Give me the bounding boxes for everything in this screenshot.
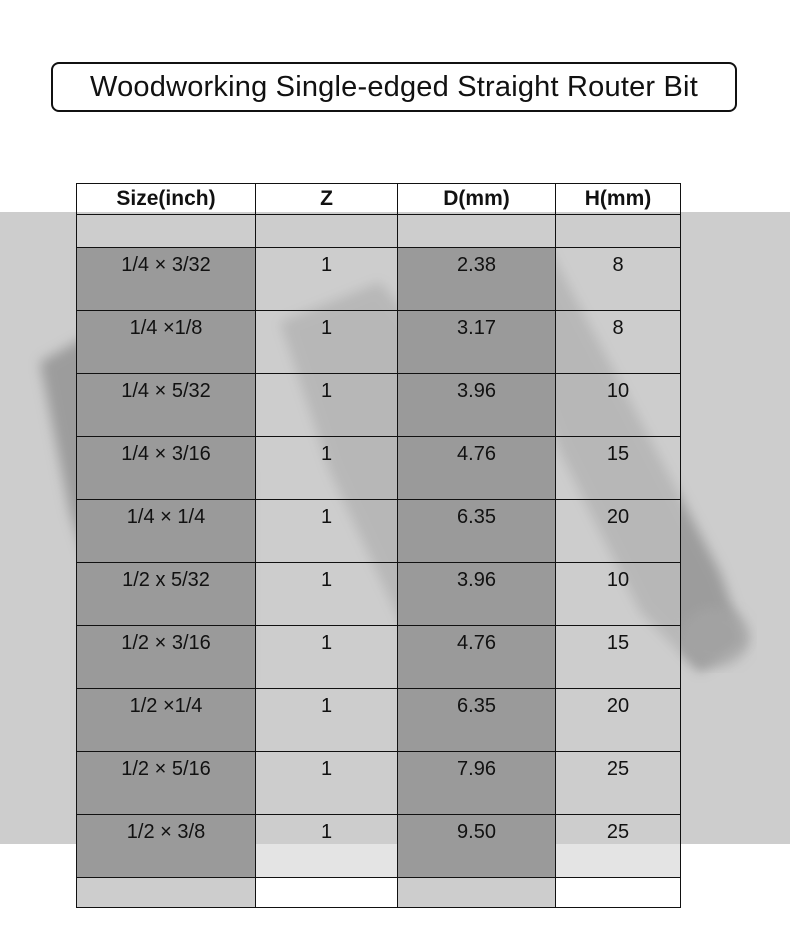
header-z: Z: [256, 184, 398, 215]
spacer-cell: [556, 878, 681, 908]
size-cell: 1/2 x 5/32: [77, 563, 256, 626]
d-cell: 9.50: [398, 815, 556, 878]
z-cell: 1: [256, 500, 398, 563]
size-cell: 1/2 × 3/16: [77, 626, 256, 689]
z-cell: 1: [256, 311, 398, 374]
z-cell: 1: [256, 689, 398, 752]
header-d: D(mm): [398, 184, 556, 215]
h-cell: 20: [556, 500, 681, 563]
d-cell: 4.76: [398, 626, 556, 689]
table-row: [77, 311, 681, 374]
spacer-cell: [398, 878, 556, 908]
size-cell: 1/4 × 3/32: [77, 248, 256, 311]
d-cell: 6.35: [398, 500, 556, 563]
size-cell: 1/4 ×1/8: [77, 311, 256, 374]
table-row: [77, 563, 681, 626]
table-spacer-row: [77, 215, 681, 248]
table-header-row: [77, 184, 681, 215]
size-cell: 1/4 × 5/32: [77, 374, 256, 437]
spacer-cell: [256, 878, 398, 908]
size-cell: 1/4 × 3/16: [77, 437, 256, 500]
table-row: [77, 626, 681, 689]
spacer-cell: [77, 215, 256, 248]
spacer-cell: [398, 215, 556, 248]
d-cell: 3.96: [398, 374, 556, 437]
z-cell: 1: [256, 563, 398, 626]
router-bit-spec-table: [76, 183, 681, 908]
header-h: H(mm): [556, 184, 681, 215]
h-cell: 8: [556, 248, 681, 311]
z-cell: 1: [256, 626, 398, 689]
size-cell: 1/2 × 5/16: [77, 752, 256, 815]
table-row: [77, 815, 681, 878]
z-cell: 1: [256, 248, 398, 311]
spacer-cell: [256, 215, 398, 248]
size-cell: 1/2 ×1/4: [77, 689, 256, 752]
d-cell: 4.76: [398, 437, 556, 500]
z-cell: 1: [256, 815, 398, 878]
size-cell: 1/4 × 1/4: [77, 500, 256, 563]
z-cell: 1: [256, 374, 398, 437]
page-title: Woodworking Single-edged Straight Router Bit: [51, 62, 737, 112]
h-cell: 10: [556, 374, 681, 437]
d-cell: 3.17: [398, 311, 556, 374]
d-cell: 2.38: [398, 248, 556, 311]
h-cell: 20: [556, 689, 681, 752]
spacer-cell: [77, 878, 256, 908]
h-cell: 25: [556, 752, 681, 815]
d-cell: 3.96: [398, 563, 556, 626]
table-row: [77, 689, 681, 752]
table-row: [77, 437, 681, 500]
z-cell: 1: [256, 437, 398, 500]
h-cell: 25: [556, 815, 681, 878]
header-size: Size(inch): [77, 184, 256, 215]
spacer-cell: [556, 215, 681, 248]
table-row: [77, 500, 681, 563]
table-row: [77, 248, 681, 311]
h-cell: 15: [556, 626, 681, 689]
size-cell: 1/2 × 3/8: [77, 815, 256, 878]
table-row: [77, 374, 681, 437]
d-cell: 7.96: [398, 752, 556, 815]
h-cell: 15: [556, 437, 681, 500]
h-cell: 8: [556, 311, 681, 374]
z-cell: 1: [256, 752, 398, 815]
d-cell: 6.35: [398, 689, 556, 752]
table-row: [77, 752, 681, 815]
table-spacer-row: [77, 878, 681, 908]
h-cell: 10: [556, 563, 681, 626]
